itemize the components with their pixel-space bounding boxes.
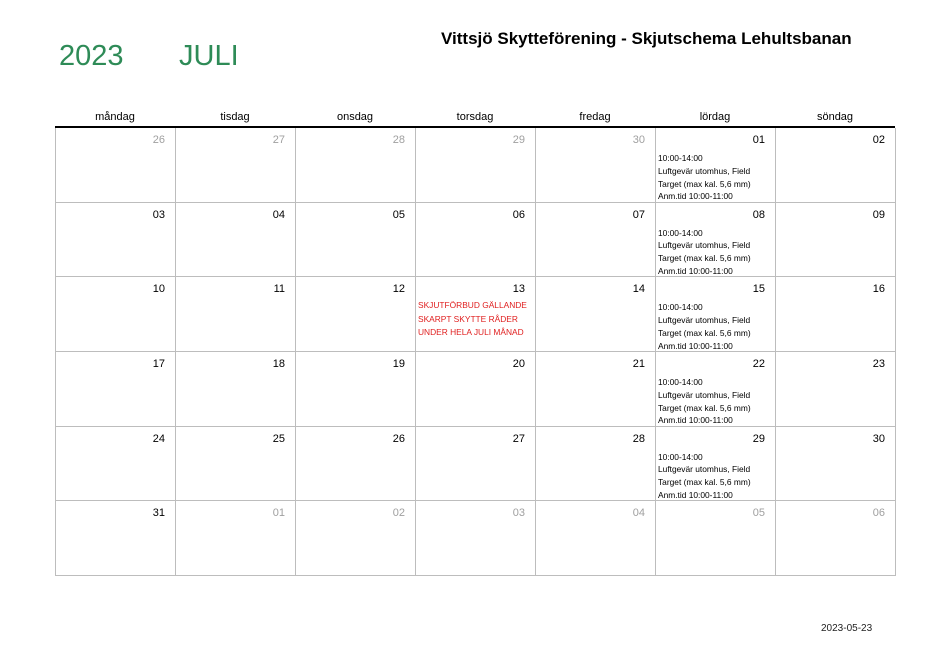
day-cell <box>176 128 296 203</box>
day-cell <box>296 501 416 576</box>
day-cell <box>656 128 776 203</box>
notice-line: SKARPT SKYTTE RÅDER <box>418 313 518 324</box>
day-number: 08 <box>752 208 765 221</box>
day-cell <box>296 203 416 278</box>
event-line: Anm.tid 10:00-11:00 <box>658 266 733 277</box>
day-number: 05 <box>392 208 405 221</box>
event-line: Target (max kal. 5,6 mm) <box>658 477 751 488</box>
event-text <box>658 451 751 502</box>
day-number: 06 <box>872 507 885 520</box>
day-cell <box>296 427 416 502</box>
day-number: 29 <box>752 432 765 445</box>
event-text <box>658 376 751 427</box>
day-number: 15 <box>752 283 765 296</box>
day-cell <box>656 427 776 502</box>
day-cell <box>776 427 896 502</box>
day-cell <box>536 277 656 352</box>
weekday-label: fredag <box>579 111 611 123</box>
notice-line: SKJUTFÖRBUD GÄLLANDE <box>418 300 527 311</box>
day-cell <box>776 128 896 203</box>
year-heading: 2023 <box>59 40 124 72</box>
event-line: 10:00-14:00 <box>658 302 703 313</box>
day-number: 01 <box>752 134 765 146</box>
day-number: 04 <box>632 507 645 520</box>
day-cell <box>776 501 896 576</box>
weekday-header-row <box>55 109 895 125</box>
day-cell <box>536 427 656 502</box>
day-cell <box>56 352 176 427</box>
event-line: Luftgevär utomhus, Field <box>658 389 751 400</box>
day-number: 31 <box>152 507 165 520</box>
month-heading: JULI <box>179 40 239 72</box>
event-line: 10:00-14:00 <box>658 227 703 238</box>
event-text <box>658 301 751 352</box>
event-line: Target (max kal. 5,6 mm) <box>658 253 751 264</box>
day-cell <box>656 501 776 576</box>
day-number: 05 <box>752 507 765 520</box>
day-cell <box>176 352 296 427</box>
event-line: Luftgevär utomhus, Field <box>658 464 751 475</box>
day-cell <box>176 427 296 502</box>
day-number: 22 <box>752 357 765 370</box>
day-number: 11 <box>273 283 285 296</box>
event-text <box>658 152 751 203</box>
event-line: Luftgevär utomhus, Field <box>658 240 751 251</box>
day-cell <box>296 277 416 352</box>
day-cell <box>416 501 536 576</box>
day-cell <box>296 352 416 427</box>
day-cell <box>656 277 776 352</box>
event-line: Anm.tid 10:00-11:00 <box>658 490 733 501</box>
weekday-label: måndag <box>95 111 135 123</box>
day-cell <box>416 277 536 352</box>
day-cell <box>776 277 896 352</box>
day-number: 04 <box>272 208 285 221</box>
event-line: Target (max kal. 5,6 mm) <box>658 327 751 338</box>
day-cell <box>656 203 776 278</box>
day-number: 30 <box>872 432 885 445</box>
day-number: 03 <box>152 208 165 221</box>
day-number: 09 <box>872 208 885 221</box>
day-cell <box>536 128 656 203</box>
day-cell <box>176 501 296 576</box>
day-number: 02 <box>872 134 885 146</box>
day-number: 06 <box>512 208 525 221</box>
day-number: 12 <box>392 283 405 296</box>
weekday-label: lördag <box>699 111 731 123</box>
day-cell <box>56 427 176 502</box>
day-number: 02 <box>392 507 405 520</box>
day-number: 21 <box>632 357 645 370</box>
day-number: 13 <box>512 283 525 296</box>
weekday-label: tisdag <box>220 111 250 123</box>
day-cell <box>776 203 896 278</box>
day-number: 26 <box>392 432 405 445</box>
day-cell <box>176 203 296 278</box>
weekday-label: torsdag <box>456 111 494 123</box>
day-number: 27 <box>272 134 285 146</box>
day-cell <box>56 277 176 352</box>
day-cell <box>536 501 656 576</box>
event-line: 10:00-14:00 <box>658 153 703 163</box>
day-cell <box>416 352 536 427</box>
day-number: 19 <box>392 357 405 370</box>
day-number: 23 <box>872 357 885 370</box>
weekday-label: söndag <box>816 111 854 123</box>
event-line: 10:00-14:00 <box>658 451 703 462</box>
day-number: 28 <box>392 134 405 146</box>
weekday-label: onsdag <box>336 111 374 123</box>
event-line: Anm.tid 10:00-11:00 <box>658 340 733 351</box>
day-number: 24 <box>152 432 165 445</box>
day-cell <box>56 128 176 203</box>
day-cell <box>776 352 896 427</box>
day-cell <box>656 352 776 427</box>
page-title: Vittsjö Skytteförening - Skjutschema Lehultsbanan <box>441 29 852 48</box>
day-number: 28 <box>632 432 645 445</box>
day-number: 18 <box>272 357 285 370</box>
day-cell <box>56 203 176 278</box>
day-number: 20 <box>512 357 525 370</box>
day-cell <box>56 501 176 576</box>
day-cell <box>536 352 656 427</box>
day-cell <box>176 277 296 352</box>
day-number: 17 <box>152 357 165 370</box>
day-cell <box>416 128 536 203</box>
print-date: 2023-05-23 <box>821 623 873 634</box>
event-line: Luftgevär utomhus, Field <box>658 165 751 176</box>
day-number: 30 <box>632 134 645 146</box>
event-line: Luftgevär utomhus, Field <box>658 315 751 326</box>
day-number: 01 <box>272 507 285 520</box>
day-cell <box>536 203 656 278</box>
day-number: 16 <box>872 283 885 296</box>
day-number: 26 <box>152 134 165 146</box>
day-number: 25 <box>272 432 285 445</box>
event-line: Anm.tid 10:00-11:00 <box>658 191 733 202</box>
event-line: Target (max kal. 5,6 mm) <box>658 402 751 413</box>
day-cell <box>296 128 416 203</box>
event-line: Anm.tid 10:00-11:00 <box>658 415 733 426</box>
day-cell <box>416 427 536 502</box>
event-line: 10:00-14:00 <box>658 376 703 387</box>
notice-text <box>418 299 527 340</box>
day-cell <box>416 203 536 278</box>
calendar-grid <box>55 128 895 576</box>
day-number: 14 <box>632 283 645 296</box>
day-number: 07 <box>632 208 645 221</box>
event-line: Target (max kal. 5,6 mm) <box>658 178 751 189</box>
day-number: 29 <box>512 134 525 146</box>
day-number: 03 <box>512 507 525 520</box>
day-number: 27 <box>512 432 525 445</box>
notice-line: UNDER HELA JULI MÅNAD <box>418 327 524 338</box>
day-number: 10 <box>152 283 165 296</box>
event-text <box>658 227 751 278</box>
